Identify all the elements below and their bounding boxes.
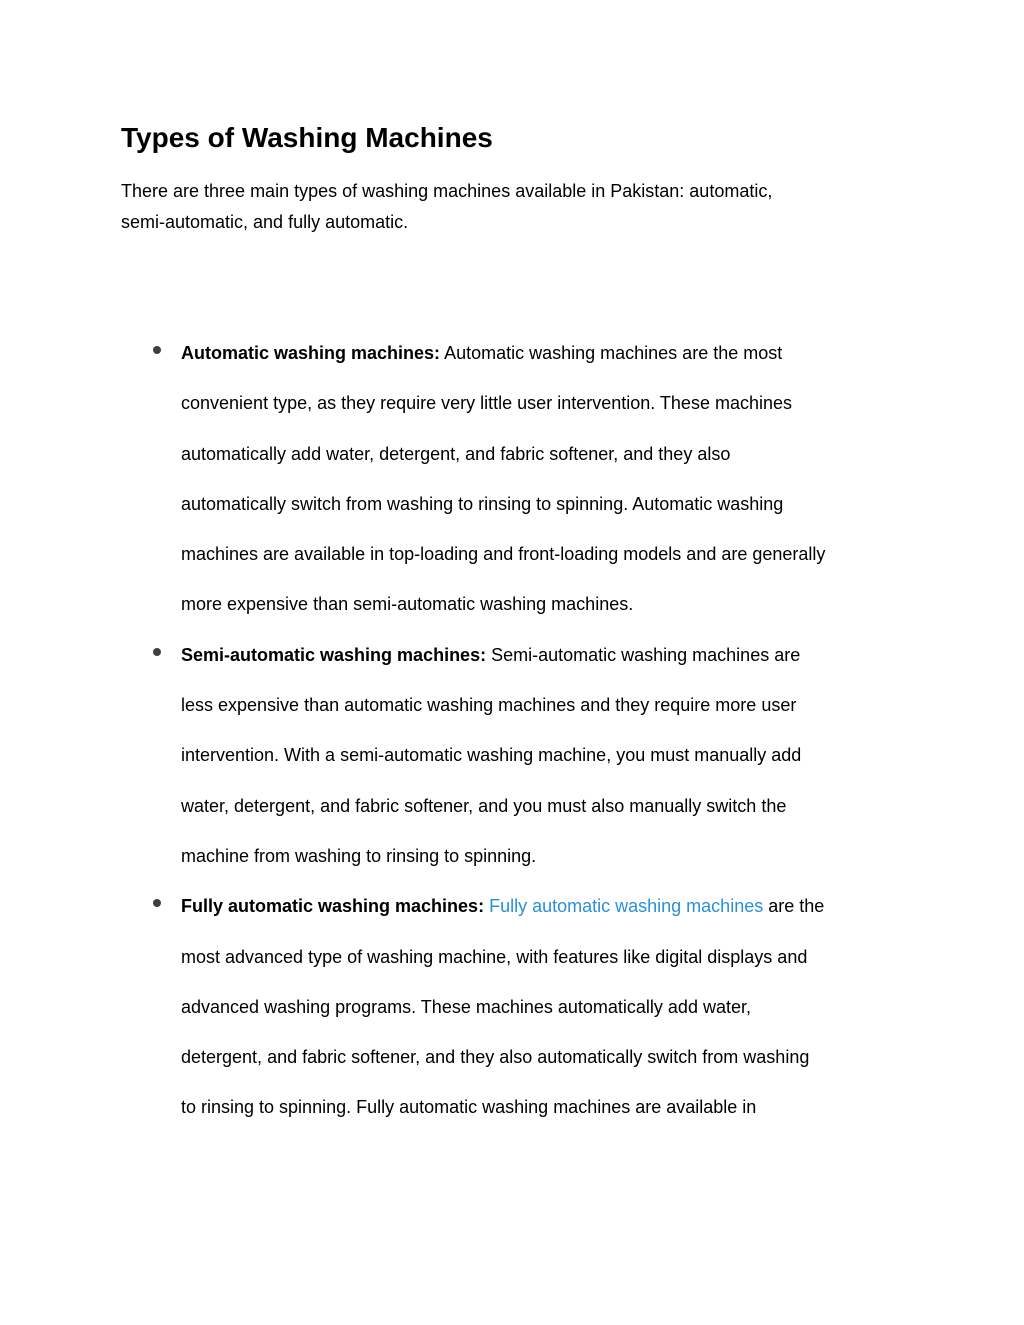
list-item-line: automatically add water, detergent, and fabric softener, and they also: [181, 443, 731, 464]
list-item-line: to rinsing to spinning. Fully automatic washing machines are available in: [181, 1097, 757, 1118]
list-item-line: advanced washing programs. These machines automatically add water,: [181, 996, 751, 1017]
list-item-fully-automatic: [0, 881, 1024, 1132]
list-item-line: machine from washing to rinsing to spinning.: [181, 845, 537, 866]
item-text: Semi-automatic washing machines are: [486, 644, 801, 665]
list-item-line: automatically switch from washing to rinsing to spinning. Automatic washing: [181, 493, 784, 514]
list-item-line: machines are available in top-loading and front-loading models and are generally: [181, 544, 826, 565]
intro-paragraph: [121, 176, 901, 238]
list-item-line: less expensive than automatic washing machines and they require more user: [181, 695, 797, 716]
list-item-semi-automatic: [0, 630, 1024, 881]
bullet-icon: [153, 648, 161, 656]
item-text: Automatic washing machines are the most: [440, 343, 783, 363]
list-item-line: detergent, and fabric softener, and they also automatically switch from washing: [181, 1047, 810, 1068]
item-term: Fully automatic washing machines:: [181, 896, 485, 917]
item-text: are the: [763, 896, 825, 917]
intro-line: There are three main types of washing machines available in Pakistan: automatic,: [121, 181, 773, 201]
list-item-automatic: [0, 328, 1024, 630]
list-item-first-line: [181, 328, 1024, 378]
list-item-line: intervention. With a semi-automatic washing machine, you must manually add: [181, 745, 802, 766]
intro-line: semi-automatic, and fully automatic.: [121, 212, 409, 232]
bullet-icon: [153, 346, 161, 354]
list-item-line: convenient type, as they require very little user intervention. These machines: [181, 393, 792, 414]
list-item-line: water, detergent, and fabric softener, and you must also manually switch the: [181, 795, 787, 816]
fully-automatic-link[interactable]: Fully automatic washing machines: [489, 896, 764, 917]
list-item-first-line: [181, 881, 1024, 931]
list-item-line: most advanced type of washing machine, with features like digital displays and: [181, 946, 808, 967]
page-title: Types of Washing Machines: [121, 122, 493, 153]
list-item-line: more expensive than semi-automatic washing machines.: [181, 594, 634, 615]
washing-machine-types-list: [0, 328, 1024, 1133]
list-item-first-line: [181, 630, 1024, 680]
item-term: Semi-automatic washing machines:: [181, 644, 487, 665]
bullet-icon: [153, 899, 161, 907]
item-term: Automatic washing machines:: [181, 343, 441, 363]
